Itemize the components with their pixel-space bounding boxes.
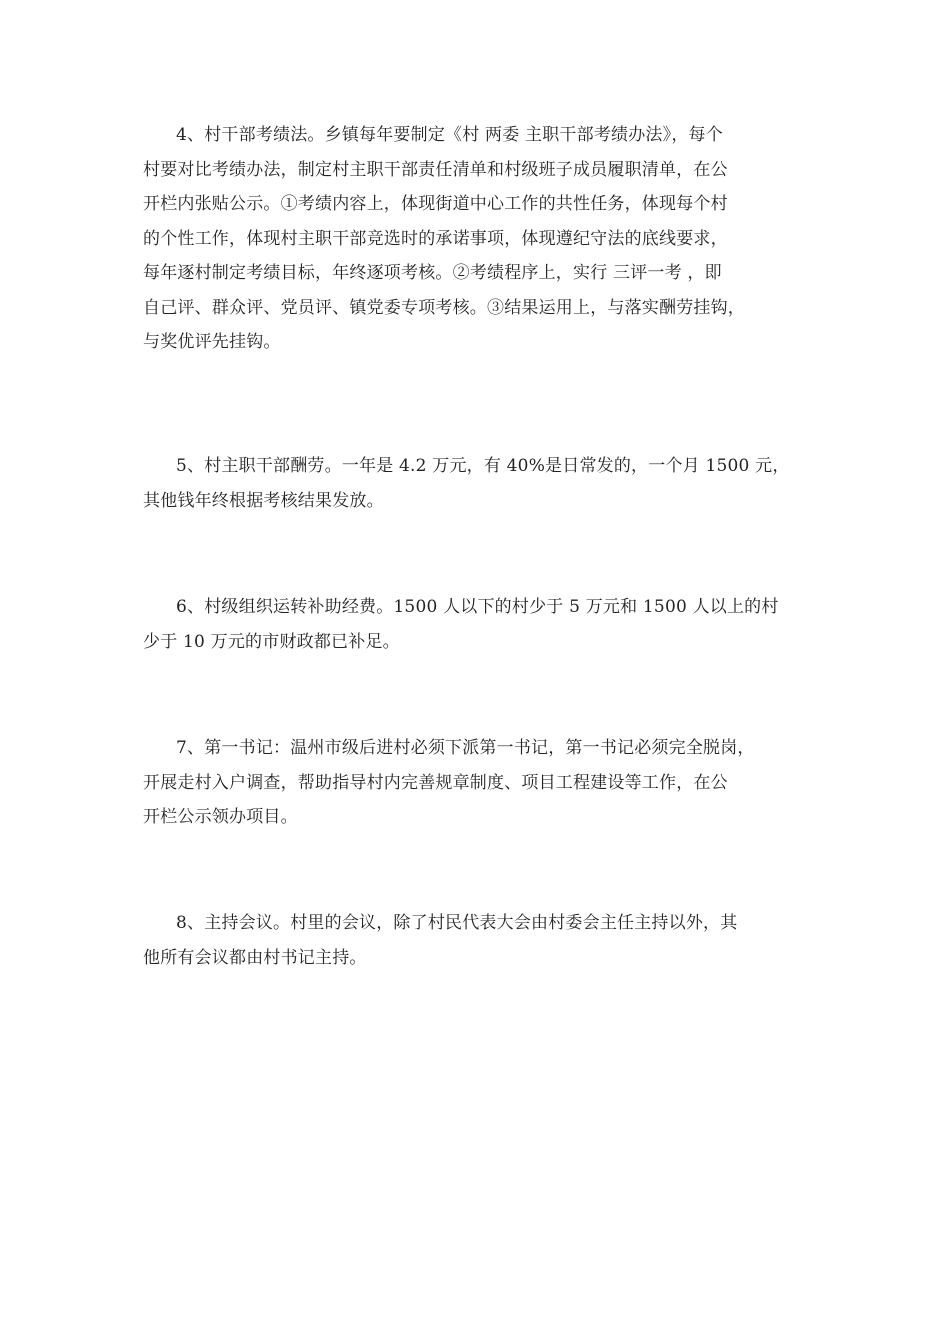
- text-line: 8、主持会议。村里的会议，除了村民代表大会由村委会主任主持以外，其: [176, 913, 738, 933]
- text-line: 6、村级组织运转补助经费。1500 人以下的村少于 5 万元和 1500 人以上的村: [176, 597, 779, 617]
- paragraph-8-meeting-chairing: [143, 906, 807, 975]
- paragraph-5-cadre-remuneration: [143, 449, 807, 518]
- text-line: 少于 10 万元的市财政都已补足。: [143, 631, 400, 652]
- text-line: 开展走村入户调查，帮助指导村内完善规章制度、项目工程建设等工作，在公: [143, 772, 728, 793]
- text-line: 自己评、群众评、党员评、镇党委专项考核。③结果运用上，与落实酬劳挂钩，: [143, 297, 745, 318]
- text-line: 其他钱年终根据考核结果发放。: [143, 490, 384, 511]
- paragraph-6-operating-subsidy: [143, 590, 807, 659]
- text-line: 每年逐村制定考绩目标，年终逐项考核。②考绩程序上，实行 三评一考 ，即: [143, 263, 722, 283]
- text-line: 开栏内张贴公示。①考绩内容上，体现街道中心工作的共性任务，体现每个村: [143, 194, 728, 214]
- text-line: 4、村干部考绩法。乡镇每年要制定《村 两委 主职干部考绩办法》，每个: [176, 125, 723, 145]
- paragraph-7-first-secretary: [143, 731, 807, 835]
- text-line: 与奖优评先挂钩。: [143, 332, 281, 352]
- text-line: 5、村主职干部酬劳。一年是 4.2 万元，有 40%是日常发的，一个月 1500 元，: [176, 456, 790, 476]
- text-line: 他所有会议都由村书记主持。: [143, 947, 367, 968]
- text-line: 的个性工作，体现村主职干部竞选时的承诺事项，体现遵纪守法的底线要求，: [143, 228, 728, 249]
- paragraph-4-performance-assessment: [143, 118, 807, 360]
- text-line: 开栏公示领办项目。: [143, 807, 298, 827]
- text-line: 村要对比考绩办法，制定村主职干部责任清单和村级班子成员履职清单，在公: [143, 159, 728, 180]
- text-line: 7、第一书记：温州市级后进村必须下派第一书记，第一书记必须完全脱岗，: [176, 738, 755, 758]
